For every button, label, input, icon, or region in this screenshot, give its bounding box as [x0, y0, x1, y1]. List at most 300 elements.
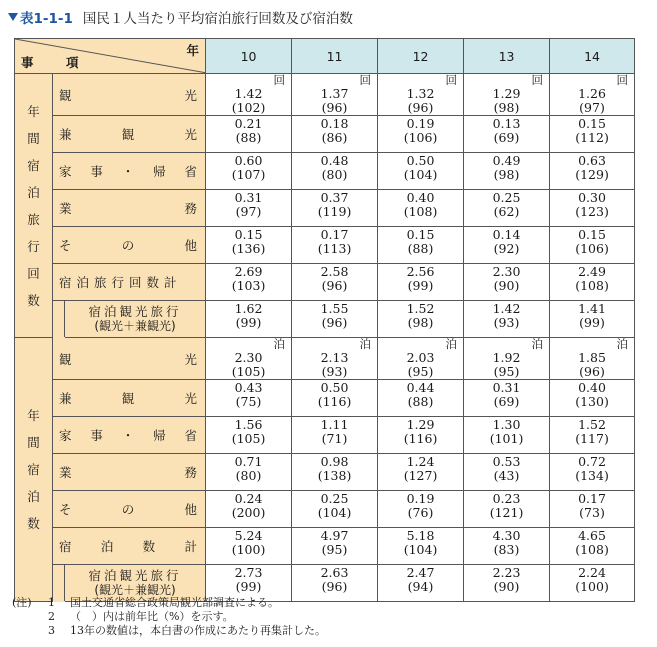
section-char: 間: [27, 435, 40, 450]
section-char: 行: [27, 238, 40, 254]
value-cell: [464, 528, 550, 565]
unit-label: 回: [359, 73, 372, 87]
header-row: [15, 39, 635, 74]
value-text: 1.41: [578, 301, 606, 316]
value-text: 4.97: [320, 528, 349, 543]
value-cell: [550, 528, 635, 565]
subtotal-label-note: (観光＋兼観光): [94, 583, 176, 597]
section-char: 泊: [27, 184, 40, 200]
value-cell: [206, 301, 292, 338]
table-row: [15, 380, 635, 417]
yoy-percent: (97): [235, 204, 262, 219]
label-char: 宿: [59, 539, 72, 554]
value-text: 0.25: [492, 190, 521, 205]
header-item-label: 事 項: [21, 55, 89, 70]
yoy-percent: (136): [231, 241, 266, 256]
section-char: 宿: [27, 157, 40, 173]
yoy-percent: (95): [493, 364, 520, 379]
value-text: 2.56: [406, 264, 435, 279]
unit-label: 泊: [273, 337, 286, 351]
footnote-prefix: (注): [12, 596, 32, 609]
value-cell: [292, 227, 378, 264]
value-cell: [378, 338, 464, 380]
value-text: 1.29: [406, 417, 435, 432]
value-text: 1.37: [320, 86, 349, 101]
value-cell: [292, 528, 378, 565]
value-text: 0.60: [234, 153, 263, 168]
yoy-percent: (119): [317, 204, 352, 219]
label-char: 光: [184, 127, 198, 142]
value-cell: [550, 301, 635, 338]
label-char: の: [121, 238, 135, 253]
yoy-percent: (80): [235, 468, 262, 483]
value-cell: [206, 116, 292, 153]
header-corner: [15, 39, 206, 74]
subtotal-row: [15, 301, 635, 338]
yoy-percent: (69): [493, 130, 520, 145]
value-cell: [550, 565, 635, 602]
value-cell: [292, 116, 378, 153]
yoy-percent: (96): [321, 315, 348, 330]
unit-label: 泊: [531, 337, 544, 351]
value-cell: [206, 190, 292, 227]
yoy-percent: (98): [407, 315, 434, 330]
value-cell: [206, 338, 292, 380]
table-row: [15, 491, 635, 528]
table-row: [15, 338, 635, 380]
value-text: 1.52: [406, 301, 435, 316]
value-text: 0.15: [578, 116, 606, 131]
label-char: 兼: [59, 127, 72, 142]
value-cell: [464, 153, 550, 190]
yoy-percent: (103): [231, 278, 266, 293]
year-header: 11: [292, 39, 378, 74]
value-text: 0.31: [234, 190, 263, 205]
total-row: [15, 528, 635, 565]
yoy-percent: (108): [575, 542, 609, 557]
yoy-percent: (107): [231, 167, 266, 182]
value-text: 0.15: [234, 227, 263, 242]
value-text: 0.19: [406, 491, 435, 506]
yoy-percent: (92): [493, 241, 520, 256]
yoy-percent: (86): [321, 130, 348, 145]
value-cell: [378, 301, 464, 338]
yoy-percent: (96): [321, 579, 348, 594]
yoy-percent: (99): [407, 278, 434, 293]
table-row: [15, 74, 635, 116]
value-cell: [464, 227, 550, 264]
value-text: 0.15: [406, 227, 435, 242]
value-cell: [464, 454, 550, 491]
label-char: の: [121, 502, 135, 517]
yoy-percent: (96): [407, 100, 434, 115]
yoy-percent: (112): [575, 130, 609, 145]
section-char: 宿: [27, 462, 40, 477]
yoy-percent: (71): [321, 431, 348, 446]
yoy-percent: (102): [231, 100, 266, 115]
value-cell: [464, 491, 550, 528]
total-label: [53, 264, 206, 301]
value-cell: [206, 380, 292, 417]
value-cell: [464, 74, 550, 116]
label-char: 観: [59, 351, 72, 367]
value-text: 0.71: [234, 454, 263, 469]
value-text: 1.24: [406, 454, 435, 469]
yoy-percent: (96): [321, 278, 348, 293]
value-text: 2.63: [320, 565, 349, 580]
row-label: [53, 338, 206, 380]
value-text: 0.40: [578, 380, 606, 395]
yoy-percent: (90): [493, 278, 520, 293]
value-text: 2.58: [320, 264, 349, 279]
value-text: 0.19: [406, 116, 435, 131]
value-cell: [292, 338, 378, 380]
unit-label: 回: [616, 73, 629, 87]
value-text: 1.85: [578, 350, 606, 365]
value-text: 0.48: [320, 153, 349, 168]
label-char: 兼: [59, 391, 72, 406]
row-label: [53, 190, 206, 227]
yoy-percent: (99): [579, 315, 605, 330]
label-char: 務: [184, 201, 198, 216]
section-char: 年: [27, 408, 40, 423]
value-cell: [206, 74, 292, 116]
value-cell: [464, 190, 550, 227]
value-cell: [464, 264, 550, 301]
yoy-percent: (105): [231, 431, 266, 446]
value-text: 0.53: [492, 454, 521, 469]
section-char: 間: [27, 130, 40, 146]
label-char: 泊: [100, 539, 114, 554]
label-char: 観: [59, 87, 72, 103]
label-char: 観: [121, 391, 135, 406]
yoy-percent: (62): [493, 204, 520, 219]
yoy-percent: (69): [493, 394, 520, 409]
value-text: 0.15: [578, 227, 606, 242]
year-header: 12: [378, 39, 464, 74]
value-cell: [550, 116, 635, 153]
value-text: 0.18: [320, 116, 349, 131]
yoy-percent: (99): [235, 315, 262, 330]
table-row: [15, 190, 635, 227]
year-header: 14: [550, 39, 635, 74]
value-cell: [378, 227, 464, 264]
value-text: 2.47: [406, 565, 435, 580]
yoy-percent: (88): [235, 130, 262, 145]
label-char: 計: [184, 539, 197, 554]
yoy-percent: (93): [493, 315, 520, 330]
row-label: [53, 116, 206, 153]
value-text: 0.31: [492, 380, 521, 395]
value-cell: [464, 380, 550, 417]
yoy-percent: (130): [575, 394, 609, 409]
value-cell: [292, 491, 378, 528]
value-text: 0.40: [406, 190, 435, 205]
yoy-percent: (98): [493, 167, 520, 182]
footnote-number: 2: [48, 610, 55, 623]
yoy-percent: (43): [493, 468, 520, 483]
value-text: 0.72: [578, 454, 606, 469]
yoy-percent: (99): [235, 579, 262, 594]
footnote-number: 1: [48, 596, 55, 609]
value-text: 1.42: [492, 301, 521, 316]
value-cell: [292, 74, 378, 116]
value-text: 1.30: [492, 417, 521, 432]
value-text: 0.25: [320, 491, 349, 506]
value-text: 0.17: [320, 227, 349, 242]
footnote: [12, 610, 326, 624]
yoy-percent: (104): [403, 167, 438, 182]
value-cell: [292, 417, 378, 454]
value-text: 0.44: [406, 380, 435, 395]
yoy-percent: (104): [317, 505, 352, 520]
value-text: 1.52: [578, 417, 606, 432]
value-cell: [550, 74, 635, 116]
label-char: 省: [184, 164, 198, 179]
table-row: [15, 227, 635, 264]
yoy-percent: (100): [575, 579, 609, 594]
value-cell: [378, 190, 464, 227]
section-label: [15, 338, 53, 602]
label-char: 省: [184, 428, 198, 443]
unit-label: 泊: [616, 337, 629, 351]
value-text: 2.73: [234, 565, 263, 580]
footnote-text: 国土交通省総合政策局観光部調査による。: [70, 596, 279, 609]
value-cell: [378, 528, 464, 565]
yoy-percent: (127): [403, 468, 438, 483]
value-text: 1.11: [320, 417, 349, 432]
yoy-percent: (93): [321, 364, 348, 379]
subtotal-label: [65, 301, 206, 338]
row-label: [53, 74, 206, 116]
value-cell: [292, 264, 378, 301]
label-char: 家: [59, 164, 72, 179]
yoy-percent: (129): [575, 167, 609, 182]
value-text: 2.49: [578, 264, 606, 279]
value-cell: [378, 380, 464, 417]
value-text: 0.37: [320, 190, 349, 205]
value-cell: [550, 190, 635, 227]
unit-label: 回: [273, 73, 286, 87]
yoy-percent: (96): [579, 364, 605, 379]
value-text: 4.30: [492, 528, 521, 543]
row-label: [53, 454, 206, 491]
subtotal-label-main: 宿泊観光旅行: [88, 568, 182, 583]
value-text: 5.18: [406, 528, 435, 543]
yoy-percent: (200): [231, 505, 266, 520]
value-cell: [206, 528, 292, 565]
value-text: 0.49: [492, 153, 521, 168]
value-text: 1.92: [492, 350, 521, 365]
value-cell: [292, 153, 378, 190]
value-cell: [550, 454, 635, 491]
label-char: 帰: [153, 428, 166, 443]
yoy-percent: (75): [235, 394, 262, 409]
value-cell: [206, 417, 292, 454]
label-char: ・: [121, 164, 135, 179]
value-text: 1.42: [234, 86, 263, 101]
value-text: 4.65: [578, 528, 606, 543]
value-cell: [378, 74, 464, 116]
value-cell: [292, 301, 378, 338]
value-cell: [464, 417, 550, 454]
label-char: 光: [184, 391, 198, 406]
footnotes: [12, 596, 326, 638]
yoy-percent: (101): [489, 431, 524, 446]
value-text: 2.30: [234, 350, 263, 365]
label-char: 観: [121, 127, 135, 142]
value-cell: [550, 153, 635, 190]
value-text: 2.30: [492, 264, 521, 279]
section-char: 数: [27, 292, 40, 308]
yoy-percent: (76): [407, 505, 434, 520]
section-char: 年: [27, 103, 40, 119]
unit-label: 回: [445, 73, 458, 87]
yoy-percent: (106): [575, 241, 609, 256]
section-char: 旅: [27, 211, 40, 227]
value-text: 0.24: [234, 491, 263, 506]
value-cell: [550, 264, 635, 301]
table-row: [15, 454, 635, 491]
table-row: [15, 153, 635, 190]
yoy-percent: (90): [493, 579, 520, 594]
label-char: 数: [142, 539, 156, 554]
value-cell: [464, 301, 550, 338]
label-char: 光: [184, 87, 198, 103]
value-text: 1.56: [234, 417, 263, 432]
footnote-text: （ ）内は前年比（%）を示す。: [70, 610, 234, 623]
value-text: 0.14: [492, 227, 521, 242]
year-header: 10: [206, 39, 292, 74]
yoy-percent: (94): [407, 579, 434, 594]
row-label: [53, 227, 206, 264]
value-text: 5.24: [234, 528, 263, 543]
table-number: 表1-1-1: [20, 11, 73, 27]
value-text: 0.13: [492, 116, 521, 131]
yoy-percent: (100): [231, 542, 266, 557]
label-char: そ: [59, 502, 72, 517]
value-cell: [550, 338, 635, 380]
label-char: 光: [184, 351, 198, 367]
value-cell: [292, 190, 378, 227]
section-char: 泊: [27, 489, 40, 504]
value-cell: [464, 565, 550, 602]
label-char: 他: [184, 502, 198, 517]
value-text: 0.21: [234, 116, 263, 131]
value-cell: [464, 338, 550, 380]
value-cell: [378, 417, 464, 454]
label-char: 事: [90, 428, 103, 443]
label-char: 事: [90, 164, 103, 179]
footnote: [12, 596, 326, 610]
footnote: [12, 624, 326, 638]
section-label: [15, 74, 53, 338]
label-char: 他: [184, 238, 198, 253]
value-cell: [550, 227, 635, 264]
unit-label: 泊: [359, 337, 372, 351]
label-char: 家: [59, 428, 72, 443]
yoy-percent: (113): [317, 241, 352, 256]
value-cell: [378, 153, 464, 190]
yoy-percent: (95): [321, 542, 348, 557]
value-cell: [378, 454, 464, 491]
yoy-percent: (88): [407, 394, 434, 409]
label-char: ・: [121, 428, 135, 443]
value-text: 1.32: [406, 86, 435, 101]
value-cell: [378, 565, 464, 602]
unit-label: 回: [531, 73, 544, 87]
label-char: 業: [59, 201, 72, 216]
yoy-percent: (83): [493, 542, 520, 557]
triangle-marker-icon: [8, 13, 18, 21]
value-text: 2.24: [578, 565, 606, 580]
value-cell: [206, 454, 292, 491]
value-cell: [464, 116, 550, 153]
yoy-percent: (117): [575, 431, 609, 446]
total-row: [15, 264, 635, 301]
value-cell: [550, 380, 635, 417]
value-text: 0.98: [320, 454, 349, 469]
subtotal-label-note: (観光＋兼観光): [94, 319, 176, 333]
yoy-percent: (108): [403, 204, 438, 219]
yoy-percent: (123): [575, 204, 609, 219]
statistics-table: [14, 38, 635, 602]
value-cell: [378, 116, 464, 153]
yoy-percent: (108): [575, 278, 609, 293]
value-text: 0.23: [492, 491, 521, 506]
value-cell: [292, 454, 378, 491]
table-title: [8, 6, 353, 28]
year-header: 13: [464, 39, 550, 74]
value-cell: [550, 417, 635, 454]
yoy-percent: (96): [321, 100, 348, 115]
yoy-percent: (97): [579, 100, 605, 115]
row-label: [53, 153, 206, 190]
yoy-percent: (88): [407, 241, 434, 256]
value-cell: [206, 153, 292, 190]
value-text: 0.43: [234, 380, 263, 395]
value-text: 0.50: [406, 153, 435, 168]
value-cell: [206, 491, 292, 528]
value-text: 0.17: [578, 491, 606, 506]
row-label: [53, 491, 206, 528]
value-cell: [292, 380, 378, 417]
total-label-text: 宿泊旅行回数計: [59, 275, 182, 290]
value-text: 0.63: [578, 153, 606, 168]
label-char: そ: [59, 238, 72, 253]
value-text: 2.13: [320, 350, 349, 365]
footnote-number: 3: [48, 624, 55, 637]
yoy-percent: (105): [231, 364, 266, 379]
section-char: 数: [27, 516, 40, 531]
table-caption: 国民１人当たり平均宿泊旅行回数及び宿泊数: [82, 11, 353, 27]
value-text: 2.69: [234, 264, 263, 279]
value-text: 1.55: [320, 301, 349, 316]
yoy-percent: (98): [493, 100, 520, 115]
value-cell: [206, 264, 292, 301]
yoy-percent: (138): [317, 468, 352, 483]
value-text: 1.29: [492, 86, 521, 101]
label-char: 帰: [153, 164, 166, 179]
total-label: [53, 528, 206, 565]
value-text: 2.03: [406, 350, 435, 365]
value-text: 1.26: [578, 86, 606, 101]
yoy-percent: (73): [579, 505, 605, 520]
value-text: 1.62: [234, 301, 263, 316]
header-year-label: 年: [186, 43, 200, 58]
value-text: 0.50: [320, 380, 349, 395]
section-char: 回: [27, 265, 40, 281]
